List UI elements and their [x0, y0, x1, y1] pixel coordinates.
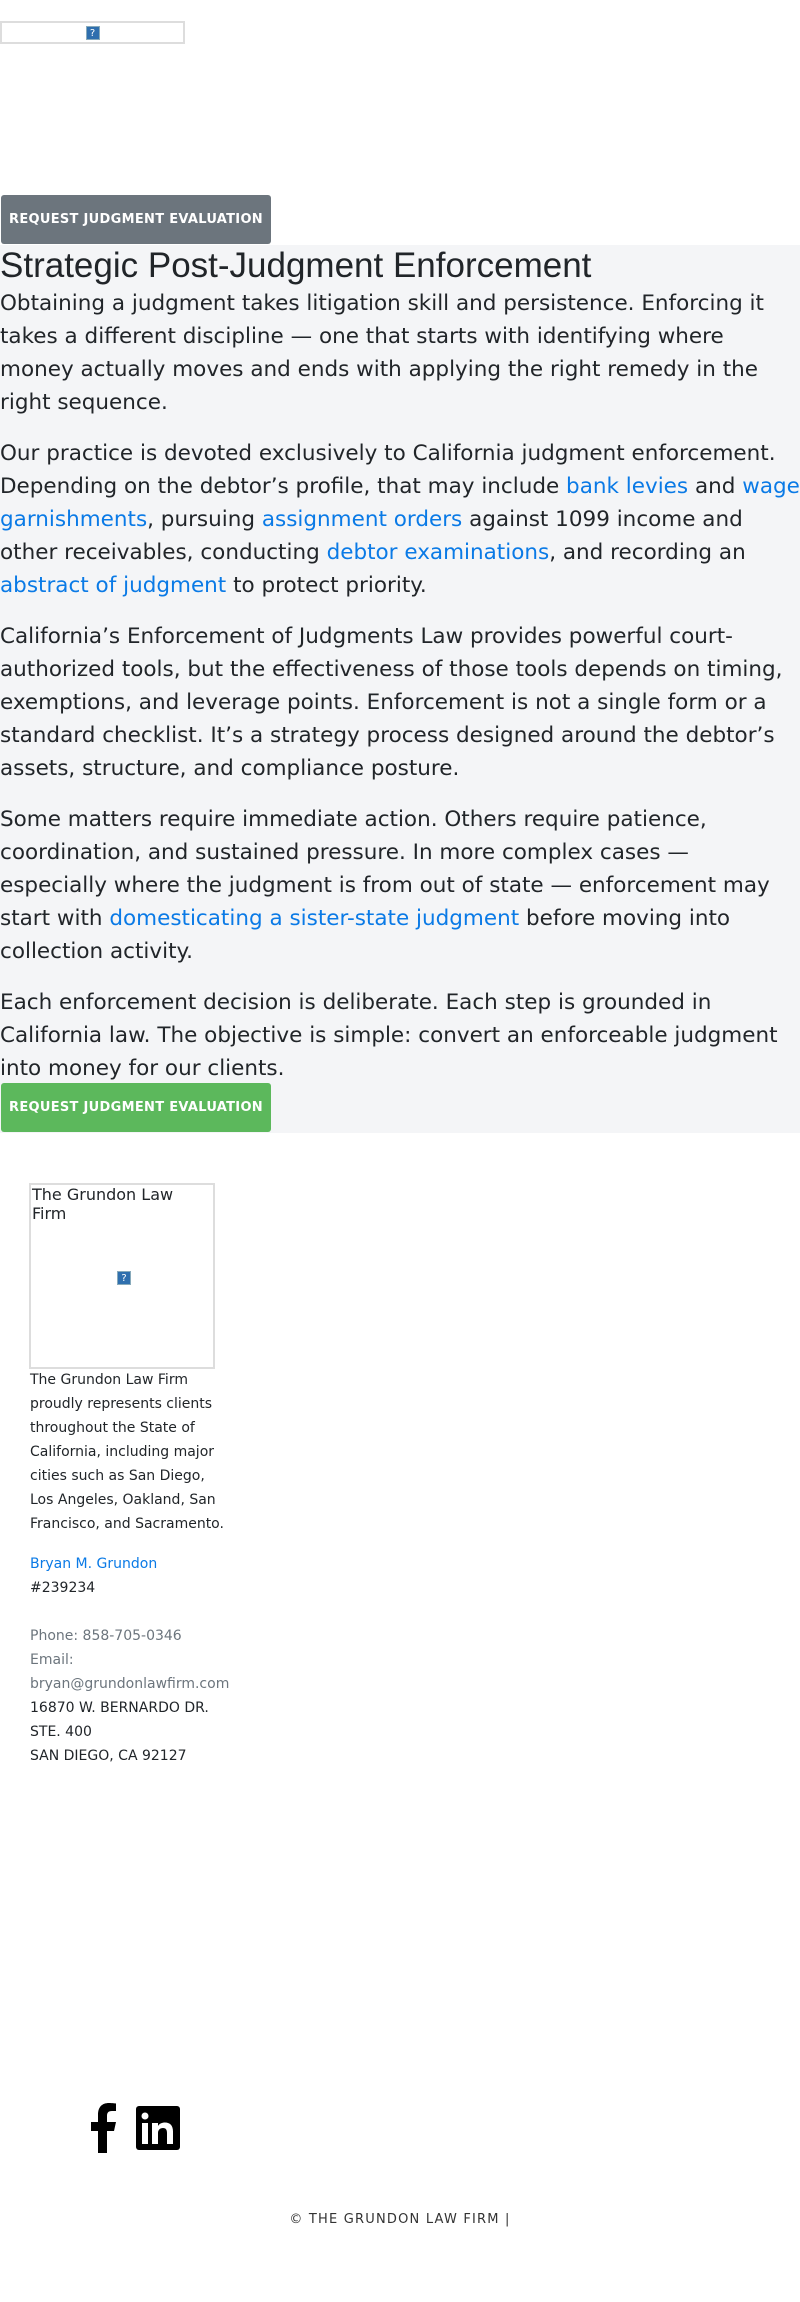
content-section — [0, 245, 800, 1133]
address-line: STE. 400 — [30, 1724, 92, 1740]
broken-image-icon: ? — [117, 1271, 131, 1285]
address-line: 16870 W. BERNARDO DR. — [30, 1700, 209, 1716]
about-text: The Grundon Law Firm proudly represents clients throughout the State of California, including major cities such as San Diego, Los Angeles, Oakland, San Francisco, and Sacramento. — [30, 1372, 224, 1532]
page-title: Strategic Post-Judgment Enforcement — [0, 246, 592, 285]
linkedin-icon[interactable] — [136, 2106, 180, 2150]
footer-logo[interactable]: The Grundon Law Firm ? — [29, 1183, 215, 1369]
sister-state-judgment-link[interactable]: domesticating a sister-state judgment — [109, 906, 520, 931]
email-label: Email: — [30, 1652, 74, 1668]
request-evaluation-button-bottom[interactable]: REQUEST JUDGMENT EVALUATION — [1, 1083, 271, 1132]
footer-info — [30, 1368, 230, 1768]
facebook-icon[interactable] — [90, 2103, 118, 2153]
abstract-of-judgment-link[interactable]: abstract of judgment — [0, 573, 227, 598]
attorney-link[interactable]: Bryan M. Grundon — [30, 1556, 158, 1572]
paragraph: Each enforcement decision is deliberate. Each step is grounded in California law. The objective is simple: convert an enforceable judgment into money for our clients. — [0, 990, 778, 1081]
paragraph: California’s Enforcement of Judgments Law provides powerful court-authorized tools, but the effectiveness of those tools depends on timing, exemptions, and leverage points. Enforcement is not a single form or a standard checklist. It’s a strategy process designed around the debtor’s assets, structure, and compliance posture. — [0, 624, 783, 781]
header-logo[interactable] — [0, 21, 185, 44]
social-links — [90, 2103, 180, 2153]
assignment-orders-link[interactable]: assignment orders — [261, 507, 463, 532]
request-evaluation-button[interactable]: REQUEST JUDGMENT EVALUATION — [1, 195, 271, 244]
wage-garnishments-link[interactable]: wage garnishments — [0, 474, 800, 532]
email-link[interactable]: bryan@grundonlawfirm.com — [30, 1676, 230, 1692]
paragraph: Some matters require immediate action. Others require patience, coordination, and sustained pressure. In more complex cases — especially where the judgment is from out of state — enforcement may start with domesticating a sister-state judgment before moving into collection activity. — [0, 807, 770, 964]
debtor-examinations-link[interactable]: debtor examinations — [326, 540, 550, 565]
phone-link[interactable]: Phone: 858-705-0346 — [30, 1628, 182, 1644]
paragraph: Our practice is devoted exclusively to California judgment enforcement. Depending on the debtor’s profile, that may include bank levies and wage garnishments, pursuing assignment orders against 1099 income and other receivables, conducting debtor examinations, and recording an abstract of judgment to protect priority. — [0, 441, 800, 598]
broken-image-icon: ? — [86, 26, 100, 40]
address-line: SAN DIEGO, CA 92127 — [30, 1748, 187, 1764]
bank-levies-link[interactable]: bank levies — [566, 474, 689, 499]
paragraph: Obtaining a judgment takes litigation skill and persistence. Enforcing it takes a different discipline — one that starts with identifying where money actually moves and ends with applying the right remedy in the right sequence. — [0, 291, 764, 415]
bar-number: #239234 — [30, 1580, 96, 1596]
copyright: © THE GRUNDON LAW FIRM | — [289, 2212, 511, 2227]
